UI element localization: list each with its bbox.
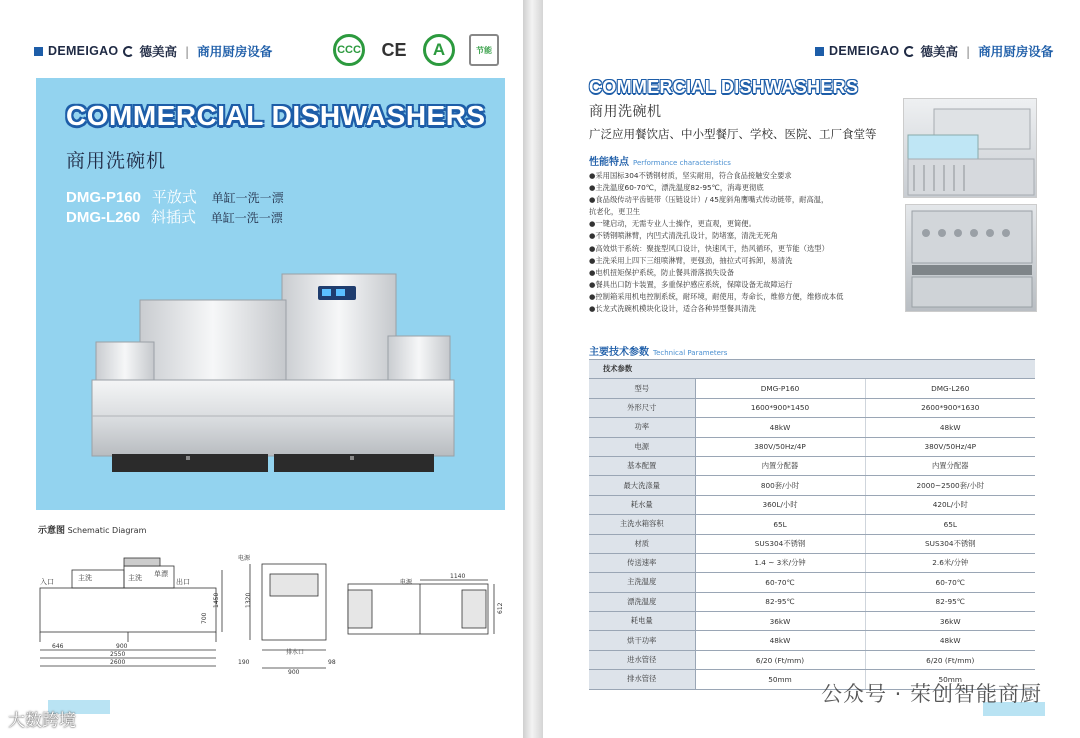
brand-category: 商用厨房设备: [197, 44, 273, 59]
list-item: ●主洗采用上四下三组喷淋臂，更强劲，抽拉式可拆卸，易清洗: [589, 255, 793, 265]
dim-646: 646: [52, 643, 64, 650]
brand-header-left: DEMEIGAO 德美高 | 商用厨房设备: [34, 42, 272, 60]
list-item: ●一键启动，无需专业人士操作，更直观，更简便。: [589, 219, 756, 229]
model-wash: 单缸一洗一漂: [210, 211, 283, 225]
table-row: 漂洗温度 82-95℃ 82-95℃: [589, 592, 1035, 611]
table-row: 电源 380V/50Hz/4P 380V/50Hz/4P: [589, 437, 1035, 456]
label-inlet: 入口: [40, 578, 54, 586]
table-row: 进水管径 6/20 (Ft/mm) 6/20 (Ft/mm): [589, 650, 1035, 669]
dim-1450: 1450: [213, 592, 220, 608]
certification-logos: [333, 34, 499, 66]
dim-98: 98: [328, 659, 336, 666]
schematic-diagram: [0, 540, 523, 720]
brand-name-cn: 德美高: [139, 44, 177, 59]
dim-1320: 1320: [245, 592, 252, 608]
params-heading: 主要技术参数 Technical Parameters: [589, 347, 728, 358]
watermark-left: 大数跨境: [8, 711, 76, 731]
table-row: 主洗水箱容积 65L 65L: [589, 515, 1035, 534]
table-row: 耗水量 360L/小时 420L/小时: [589, 495, 1035, 514]
brand-name: DEMEIGAO: [48, 44, 119, 58]
label-rinse: 单漂: [154, 570, 168, 578]
dim-190: 190: [238, 659, 250, 666]
model-code: DMG-P160: [66, 189, 142, 206]
right-brochure-page: [543, 0, 1080, 738]
list-item: 抗老化，更卫生: [589, 207, 641, 217]
dim-2600: 2600: [110, 659, 126, 666]
page-subtitle: 商用洗碗机: [589, 104, 662, 120]
page-fold: [523, 0, 543, 738]
page-title: COMMERCIAL DISHWASHERS: [589, 77, 859, 97]
label-main-wash-2: 主洗: [128, 574, 142, 582]
list-item: ●控制箱采用机电控制系统，耐环境，耐使用，寿命长，维修方便，维修成本低: [589, 291, 844, 301]
table-row: 材质 SUS304不锈钢 SUS304不锈钢: [589, 534, 1035, 553]
table-row: 传送速率 1.4 ~ 3米/分钟 2.6米/分钟: [589, 553, 1035, 572]
table-row: 耗电量 36kW 36kW: [589, 612, 1035, 631]
brand-logo-icon: [904, 46, 915, 57]
table-row: 最大洗涤量 800套/小时 2000~2500套/小时: [589, 476, 1035, 495]
label-power-1: 电源: [238, 555, 251, 562]
label-outlet: 出口: [176, 578, 190, 586]
hero-banner: [36, 78, 505, 510]
brand-square-icon: [34, 47, 43, 56]
left-brochure-page: [0, 0, 523, 738]
model-type: 斜插式: [150, 208, 196, 226]
brand-square-icon: [815, 47, 824, 56]
applications-text: 广泛应用餐饮店、中小型餐厅、学校、医院、工厂食堂等: [589, 127, 877, 141]
table-row: 外形尺寸 1600*900*1450 2600*900*1630: [589, 398, 1035, 417]
table-row: 功率 48kW 48kW: [589, 418, 1035, 437]
ccc-cert-icon: CCC: [333, 34, 365, 66]
list-item: ●电机扭矩保护系统，防止餐具滑落损失设备: [589, 267, 735, 277]
technical-parameters-table: [589, 359, 1035, 690]
watermark-right: 公众号 · 荣创智能商厨: [820, 682, 1042, 706]
dim-2550: 2550: [110, 651, 126, 658]
brand-name-cn: 德美高: [920, 44, 958, 59]
dishwasher-product-image: [36, 78, 505, 510]
label-main-wash-1: 主洗: [78, 574, 92, 582]
table-header: 技术参数: [589, 360, 1035, 379]
dim-1140: 1140: [450, 573, 466, 580]
performance-heading: 性能特点 Performance characteristics: [589, 157, 731, 168]
hero-title: COMMERCIAL DISHWASHERS: [66, 100, 486, 131]
table-row: 主洗温度 60-70℃ 60-70℃: [589, 573, 1035, 592]
table-row: 烘干功率 48kW 48kW: [589, 631, 1035, 650]
dim-700: 700: [201, 612, 208, 624]
list-item: ●高效烘干系统：聚拢型风口设计，快速风干，热风循环，更节能（选型）: [589, 243, 829, 253]
model-wash: 单缸一洗一漂: [211, 191, 284, 205]
dim-900: 900: [116, 643, 128, 650]
brand-header-right: DEMEIGAO 德美高 | 商用厨房设备: [815, 42, 1053, 60]
list-item: ●采用国标304不锈钢材质，坚实耐用，符合食品接触安全要求: [589, 171, 792, 180]
dim-612: 612: [497, 602, 504, 614]
brand-name: DEMEIGAO: [829, 44, 900, 58]
brand-logo-icon: [123, 46, 134, 57]
model-type: 平放式: [151, 188, 197, 206]
table-row: 排水管径 50mm 50mm: [589, 670, 1035, 689]
table-row: 基本配置 内置分配器 内置分配器: [589, 456, 1035, 475]
hero-subtitle: 商用洗碗机: [66, 150, 167, 172]
performance-list: [589, 170, 939, 315]
energy-cert-icon: 节能: [469, 34, 499, 66]
model-code: DMG-L260: [66, 209, 141, 226]
list-item: ●主洗温度60-70℃，漂洗温度82-95℃，消毒更彻底: [589, 183, 764, 193]
dim-900b: 900: [288, 669, 300, 676]
list-item: ●长龙式洗碗机模块化设计，适合各种异型餐具清洗: [589, 304, 756, 314]
ce-cert-icon: CE: [381, 39, 407, 60]
table-row: 型号 DMG-P160 DMG-L260: [589, 379, 1035, 398]
list-item: ●食品级传动平齿链带（压链设计）/ 45度斜角鹰嘴式传动链带，耐高温，: [589, 195, 829, 205]
diagram-heading: 示意图 Schematic Diagram: [38, 526, 147, 536]
a-cert-icon: A: [423, 34, 455, 66]
product-photo-1: [903, 98, 1037, 198]
brand-category: 商用厨房设备: [978, 44, 1054, 59]
list-item: ●不锈钢喷淋臂，内凹式清洗孔设计，防堵塞，清洗无死角: [589, 231, 778, 241]
label-power-2: 电源: [400, 579, 413, 586]
product-photo-2: [905, 204, 1037, 312]
list-item: ●餐具出口防卡装置，多重保护感应系统，保障设备无故障运行: [589, 279, 793, 289]
label-drain: 排水口: [286, 649, 305, 656]
